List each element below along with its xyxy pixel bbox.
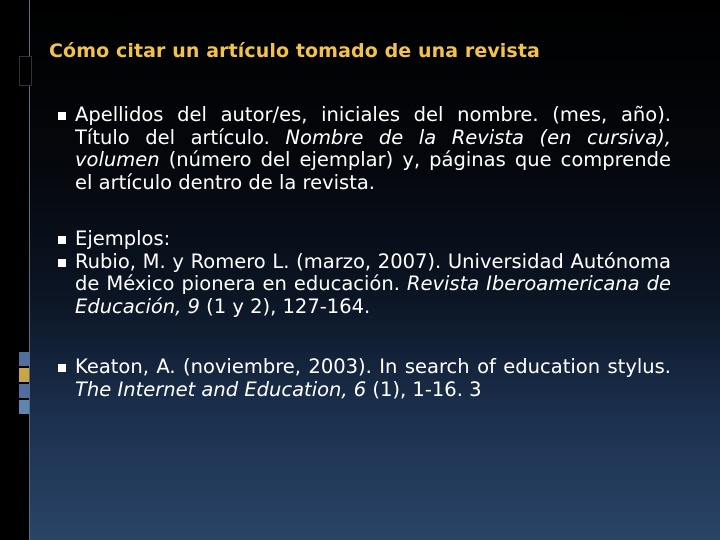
bullet-italic-text: Revista Iberoamericana de Educación, 9 [75, 272, 671, 318]
bullet-text: Keaton, A. (noviembre, 2003). In search of education stylus. [75, 355, 671, 378]
bullet-text: Ejemplos: [75, 227, 171, 250]
square-bullet-icon [58, 364, 66, 372]
square-bullet-icon [58, 236, 66, 244]
bullet-item [58, 251, 671, 319]
bullet-text: Apellidos del autor/es, iniciales del nombre. (mes, año). Título del artículo. [75, 103, 671, 149]
bullet-item [58, 228, 671, 251]
accent-block [19, 384, 29, 398]
decorative-block [19, 56, 32, 86]
bullet-text: (1), 1-16. 3 [366, 377, 482, 401]
bullet-italic-text: Nombre de la Revista (en cursiva), volumen [75, 125, 671, 171]
accent-block [19, 400, 29, 414]
accent-block [19, 368, 29, 382]
bullet-italic-text: The Internet and Education, 6 [75, 377, 367, 401]
slide-title: Cómo citar un artículo tomado de una revista [49, 40, 540, 62]
bullet-text: Rubio, M. y Romero L. (marzo, 2007). Universidad Autónoma de México pionera en educación. [75, 249, 671, 295]
bullet-item [58, 356, 671, 401]
square-bullet-icon [58, 259, 66, 267]
bullet-text: (1 y 2), 127-164. [199, 294, 371, 318]
square-bullet-icon [58, 112, 66, 120]
bullet-list [58, 104, 671, 401]
bullet-item [58, 104, 671, 194]
bullet-text: (número del ejemplar) y, páginas que comprende el artículo dentro de la revista. [75, 148, 671, 194]
accent-block [19, 352, 29, 366]
